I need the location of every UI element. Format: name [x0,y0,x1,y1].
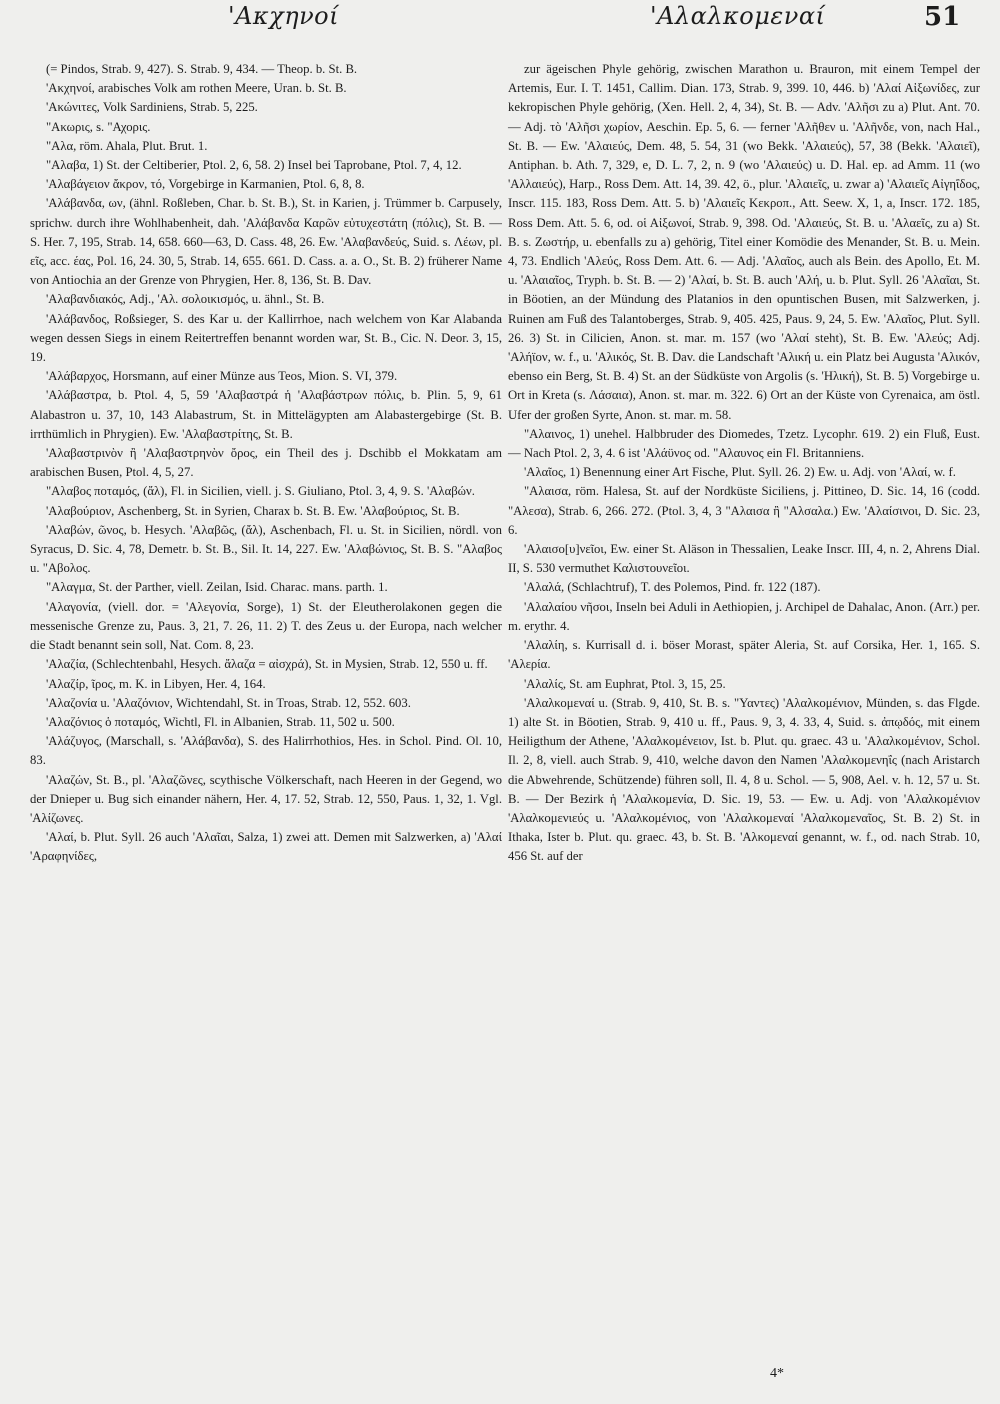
dictionary-entry: "Αλαισα, röm. Halesa, St. auf der Nordküste Siciliens, j. Pittineo, D. Sic. 14, 16 (codd. "Αλεσα), Strab. 6, 266. 272. (Ptol. 3, 4, 3 "Αλαισα ἢ "Αλσαλα.) Ew. 'Αλαίσινοι, D. Sic. 23, 6. [508,484,980,537]
dictionary-entry: "Αλαβα, 1) St. der Celtiberier, Ptol. 2, 6, 58. 2) Insel bei Taprobane, Ptol. 7, 4, 12. [46,158,462,173]
dictionary-entry: "Αλα, röm. Ahala, Plut. Brut. 1. [46,138,208,153]
dictionary-entry: 'Αλαζίρ, ῖρος, m. K. in Libyen, Her. 4, 164. [46,676,266,691]
dictionary-entry: "Αλαβος ποταμός, (ἄλ), Fl. in Sicilien, viell. j. S. Giuliano, Ptol. 3, 4, 9. S. 'Αλαβών. [46,484,475,499]
dictionary-entry: 'Αλαί, b. Plut. Syll. 26 auch 'Αλαῖαι, Salza, 1) zwei att. Demen mit Salzwerken, a) 'Αλαί 'Αραφηνίδες, [30,830,502,864]
running-head-left: 'Ακχηνοί [228,2,340,30]
left-column [30,60,502,867]
printer-signature: 4* [770,1366,784,1381]
dictionary-entry: 'Αλάβαρχος, Horsmann, auf einer Münze aus Teos, Mion. S. VI, 379. [46,369,398,384]
dictionary-entry: 'Ακχηνοί, arabisches Volk am rothen Meere, Uran. b. St. B. [46,81,347,96]
dictionary-entry: 'Ακώνιτες, Volk Sardiniens, Strab. 5, 225. [46,100,258,115]
dictionary-entry: "Αλαινος, 1) unehel. Halbbruder des Diomedes, Tzetz. Lycophr. 619. 2) ein Fluß, Eust. — Nach Ptol. 2, 3, 4. 6 ist 'Αλάϋνος od. "Αλαυνος ein Fl. Britanniens. [508,426,980,461]
dictionary-entry: zur ägeischen Phyle gehörig, zwischen Marathon u. Brauron, mit einem Tempel der Artemis, Eur. I. T. 1451, Callim. Dian. 173, Strab. 9, 399. 10, 446. b) 'Αλαί Αἰξωνίδες, zur kekropischen Phyle gehörig, (Xen. Hell. 2, 4, 34), St. B. — Adv. 'Αλῆσι zu a) Plut. Ant. 70. — Adj. τὸ 'Αλῆσι χωρίον, Aeschin. Ep. 5, 6. — ferner 'Αλῆθεν u. 'Αλῆνδε, von, nach Hal., St. B. — Ew. 'Αλαιεύς, Dem. 48, 5. 54, 31 (wo Bekk. 'Αλαιεύς), 57, 38 (Bekk. 'Αλαιεῖ), Antiphan. b. Ath. 7, 329, e, D. L. 7, 2, n. 9 (wo 'Αλαιεύς) u. D. Hal. ep. ad Amm. 11 (wo 'Αλλαιεύς), Harp., Ross Dem. Att. 14, 39. 42, ö., plur. 'Αλαιεῖς, u. zwar a) 'Αλαιεῖς Αἰγηΐδος, Inscr. 115. 183, Ross Dem. Att. 5. b) 'Αλαιεῖς Κεκροπ., Att. Seew. X, 1, a, Inscr. 172. 185, Ross Dem. Att. 5. 6, od. οἱ Αἰξωνοί, Strab. 9, 398. Od. 'Αλαιεύς, St. B. u. 'Αλαεῖς, zu a) St. B. s. Ζωστήρ, u. ebenfalls zu a) gehörig, Titel einer Komödie des Menander, St. B. u. Mein. 4, 73. Endlich 'Αλεύς, Ross Dem. Att. 6. — Adj. 'Αλαῖος, auch als Bein. des Apollo, Et. M. u. 'Αλαιαῖος, Tryph. b. St. B. — 2) 'Αλαί, b. St. B. auch 'Αλή, u. b. Plut. Syll. 26 'Αλαῖαι, St. in Böotien, an der Mündung des Platanios in den opuntischen Busen, mit Salzwerken, j. Ruinen am Fuß des Talantoberges, Strab. 9, 405. 425, Paus. 9, 24, 5. Ew. 'Αλαῖος, Plut. Syll. 26. 3) St. in Cilicien, Anon. st. mar. m. 157 (wo 'Αλαί steht), St. B. Ew. 'Αλεύς; Adj. 'Αλήϊον, w. f., u. 'Αλικός, St. B. Dav. die Landschaft 'Αλική u. ein Platz bei Augusta 'Αλικόν, ebenso ein Berg, St. B. 4) St. an der Südküste von Argolis (s. 'Ηλική), St. B. 5) Vorgebirge u. Ort in Kreta (s. Λάσαια), Anon. st. mar. m. 322. 6) Ort an der Küste von Cyrenaica, am östl. Ufer der großen Syrte, Anon. st. mar. m. 58. [508,62,980,422]
page-number: 51 [924,2,961,32]
dictionary-entry: 'Αλαλίη, s. Kurrisall d. i. böser Morast, später Aleria, St. auf Corsika, Her. 1, 165. S. 'Αλερία. [508,638,980,672]
running-head-right: 'Αλαλκομεναί [650,2,826,30]
dictionary-entry: 'Αλαζών, St. B., pl. 'Αλαζῶνες, scythische Völkerschaft, nach Heeren in der Gegend, wo der Dnieper u. Bug sich einander nähern, Her. 4, 17. 52, Strab. 12, 550, Paus. 1, 32, 1. Vgl. 'Αλίζωνες. [30,772,502,825]
dictionary-entry: 'Αλαβούριον, Aschenberg, St. in Syrien, Charax b. St. B. Ew. 'Αλαβούριος, St. B. [46,503,460,518]
right-column [508,60,980,867]
dictionary-entry: 'Αλαλά, (Schlachtruf), T. des Polemos, Pind. fr. 122 (187). [524,580,821,595]
dictionary-entry: 'Αλαβάγειον ἄκρον, τό, Vorgebirge in Karmanien, Ptol. 6, 8, 8. [46,177,365,192]
dictionary-entry: 'Αλαλίς, St. am Euphrat, Ptol. 3, 15, 25. [524,676,726,691]
dictionary-entry: 'Αλάβανδος, Roßsieger, S. des Kar u. der Kallirrhoe, nach welchem von Kar Alabanda wegen dessen Siegs in einem Reitertreffen benannt worden war, St. B., Cic. N. Deor. 3, 15, 19. [30,311,502,365]
dictionary-entry: 'Αλάζυγος, (Marschall, s. 'Αλάβανδα), S. des Halirrhothios, Hes. in Schol. Pind. Ol. 10, 83. [30,734,502,768]
dictionary-entry: "Ακωρις, s. "Αχορις. [46,119,151,134]
dictionary-entry: 'Αλάβαστρα, b. Ptol. 4, 5, 59 'Αλαβαστρά ἡ 'Αλαβάστρων πόλις, b. Plin. 5, 9, 61 Alabastron u. 37, 10, 143 Alabastrum, St. in Mittelägypten am Alabastergebirge (St. B. irrthümlich in Phrygien). Ew. 'Αλαβαστρίτης, St. B. [30,388,502,441]
dictionary-entry: 'Αλαλαίου νῆσοι, Inseln bei Aduli in Aethiopien, j. Archipel de Dahalac, Anon. (Arr.) per. m. erythr. 4. [508,599,980,633]
dictionary-entry: 'Αλαῖος, 1) Benennung einer Art Fische, Plut. Syll. 26. 2) Ew. u. Adj. von 'Αλαί, w. f. [524,465,956,480]
dictionary-entry: 'Αλαγονία, (viell. dor. = 'Αλεγονία, Sorge), 1) St. der Eleutherolakonen gegen die messenische Grenze zu, Paus. 3, 21, 7. 26, 11. 2) T. des Zeus u. der Europa, nach welcher die Stadt benannt sein soll, Nat. Com. 8, 23. [30,599,502,653]
dictionary-entry: (= Pindos, Strab. 9, 427). S. Strab. 9, 434. — Theop. b. St. B. [46,62,358,76]
dictionary-entry: 'Αλαβαστρινὸν ἢ 'Αλαβαστρηνὸν ὄρος, ein Theil des j. Dschibb el Mokkatam am arabischen Busen, Ptol. 4, 5, 27. [30,446,502,480]
dictionary-entry: 'Αλάβανδα, ων, (ähnl. Roßleben, Char. b. St. B.), St. in Karien, j. Trümmer b. Carpusely, sprichw. durch ihre Wohlhabenheit, dah. 'Αλάβανδα Καρῶν εὐτυχεστάτη (πόλις), St. B. — S. Her. 7, 195, Strab. 14, 658. 660—63, D. Cass. 48, 26. Ew. 'Αλαβανδεύς, Suid. s. Λέων, pl. εῖς, acc. έας, Pol. 16, 24. 30, 5, Strab. 14, 655. 661. D. Cass. a. a. O., St. B. 2) früherer Name von Antiochia an der Grenze von Phrygien, Her. 8, 136, St. B. Dav. [30,196,502,288]
dictionary-entry: 'Αλαλκομεναί u. (Strab. 9, 410, St. B. s. "Υαντες) 'Αλαλκομένιον, Münden, s. das Flgde. 1) alte St. in Böotien, Strab. 9, 410 u. ff., Paus. 9, 3, 4. 33, 4, Suid. s. ἀπῳδός, mit einem Heiligthum der Athene, 'Αλαλκομένειον, Ist. b. Plut. qu. graec. 43 u. 'Αλαλκομένιον, Schol. Il. 2, 8, viell. auch Strab. 9, 410, welche davon den Namen 'Αλαλκομενηΐς (nach Aristarch die Abwehrende, Schützende) führen soll, Il. 4, 8 u. Schol. — 5, 908, Ael. v. h. 12, 57 u. St. B. — Der Bezirk ἡ 'Αλαλκομενία, D. Sic. 19, 53. — Ew. u. Adj. von 'Αλαλκομένιον 'Αλαλκομενιεύς u. 'Αλαλκομένιος, von 'Αλαλκομεναί 'Αλαλκομεναῖος, St. B. 2) St. in Ithaka, Ister b. Plut. qu. graec. 43, b. St. B. 'Αλκομεναί genannt, w. f., od. nach Strab. 10, 456 St. auf der [508,695,980,864]
dictionary-entry: 'Αλαζόνιος ὁ ποταμός, Wichtl, Fl. in Albanien, Strab. 11, 502 u. 500. [46,714,395,729]
dictionary-entry: 'Αλαισο[υ]νεῖοι, Ew. einer St. Aläson in Thessalien, Leake Inscr. III, 4, n. 2, Ahrens Dial. II, S. 530 vermuthet Καλιστουνεῖοι. [508,542,980,576]
dictionary-entry: 'Αλαβών, ῶνος, b. Hesych. 'Αλαβῶς, (ἄλ), Aschenbach, Fl. u. St. in Sicilien, nördl. von Syracus, D. Sic. 4, 78, Demetr. b. St. B., Sil. It. 14, 227. Ew. 'Αλαβώνιος, St. B. S. "Αλαβος u. "Αβολος. [30,522,502,576]
dictionary-entry: "Αλαγμα, St. der Parther, viell. Zeilan, Isid. Charac. mans. parth. 1. [46,580,388,595]
dictionary-entry: 'Αλαβανδιακός, Adj., 'Αλ. σολοικισμός, u. ähnl., St. B. [46,292,325,307]
dictionary-entry: 'Αλαζία, (Schlechtenbahl, Hesych. ἄλαζα = αἰσχρά), St. in Mysien, Strab. 12, 550 u. ff. [46,657,488,672]
dictionary-entry: 'Αλαζονία u. 'Αλαζόνιον, Wichtendahl, St. in Troas, Strab. 12, 552. 603. [46,695,411,710]
